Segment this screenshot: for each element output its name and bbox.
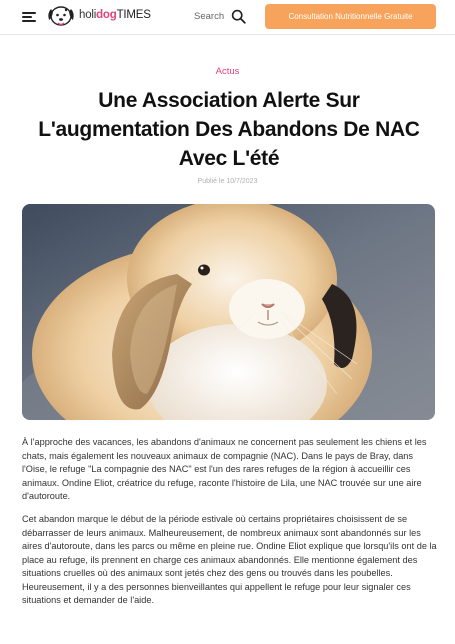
hero-image-rabbit (22, 204, 435, 420)
article-paragraph-2: Cet abandon marque le début de la période estivale où certains propriétaires choisissent de se débarrasser de leurs animaux. Malheureusement, de nombreux animaux sont abandonnés sur les aires d'autoroute, dans les parcs ou même en pleine rue. Ondine Eliot explique que lorsqu'ils ont de la place au refuge, ils prennent en charge ces animaux abandonnés. Elle mentionne également des situations cruelles où des animaux sont jetés chez des gens ou trouvés dans les poubelles. Heureusement, il y a des personnes bienveillantes qui appellent le refuge pour leur signaler ces situations et demander de l'aide. (22, 514, 437, 605)
dalmatian-logo-icon (46, 3, 76, 27)
site-header (0, 0, 455, 35)
search-label[interactable]: Search (194, 11, 225, 22)
publish-date: Publié le 10/7/2023 (197, 178, 258, 185)
hamburger-menu-icon[interactable] (22, 10, 38, 24)
rabbit-photo (22, 204, 435, 420)
article-title: Une Association Alerte Sur L'augmentation Des Abandons De NAC Avec L'été (38, 89, 420, 170)
article-category[interactable]: Actus (215, 66, 240, 77)
logo-wordmark (79, 9, 151, 21)
logo-text-part1: holi (79, 9, 97, 21)
article-paragraph-1: À l'approche des vacances, les abandons d'animaux ne concernent pas seulement les chiens et les chats, mais également les nouveaux animaux de compagnie (NAC). Dans le pays de Bray, dans l'Oise, le refuge "La compagnie des NAC" est l'un des rares refuges de la région à accueillir ces animaux. Ondine Eliot, créatrice du refuge, raconte l'histoire de Lila, une NAC trouvée sur une aire d'autoroute. (22, 437, 427, 501)
logo-text-part3: TIMES (116, 9, 151, 21)
search-icon[interactable] (231, 9, 246, 24)
logo-text-part2: dog (96, 9, 117, 21)
free-nutrition-consultation-button[interactable]: Consultation Nutritionnelle Gratuite (265, 4, 436, 29)
site-logo[interactable] (46, 2, 164, 28)
